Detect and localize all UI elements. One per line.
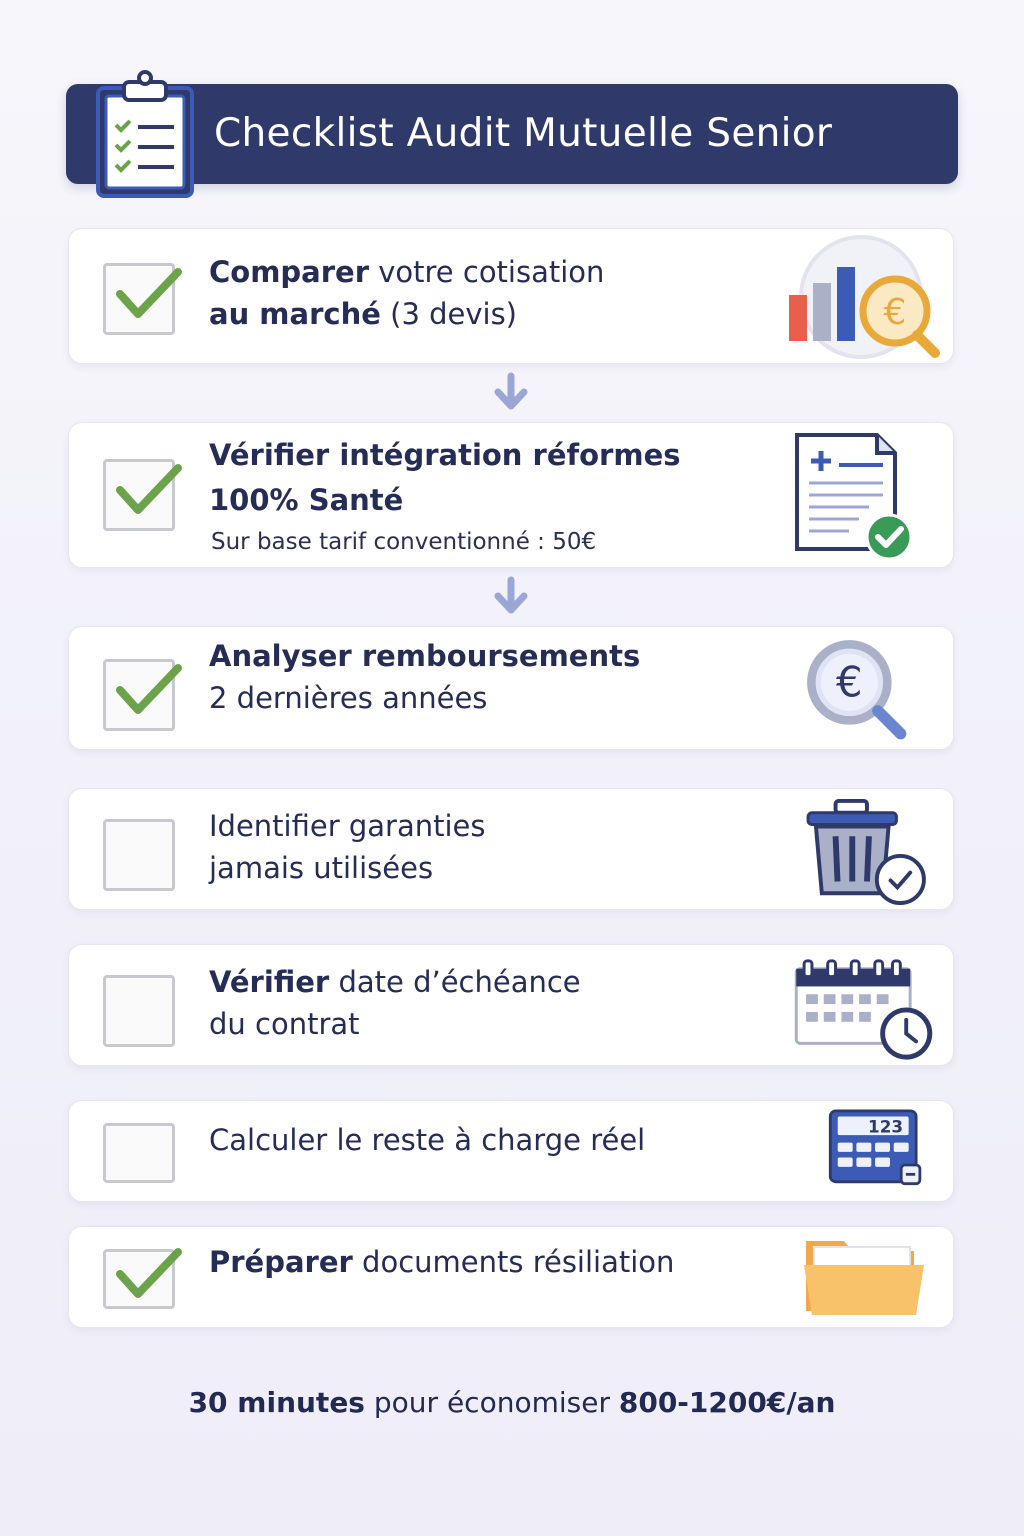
calendar-clock-icon <box>789 955 939 1063</box>
checkmark-icon <box>112 1244 192 1314</box>
bar-chart-euro-magnifier-icon <box>765 229 955 365</box>
folder-icon <box>799 1231 931 1321</box>
item-label: Comparer votre cotisation au marché (3 devis) <box>209 255 605 331</box>
calculator-display: 123 <box>868 1116 904 1137</box>
checkbox-checked[interactable] <box>103 459 175 531</box>
page-title: Checklist Audit Mutuelle Senior <box>214 111 833 156</box>
item-label: Identifier garanties jamais utilisées <box>209 809 486 885</box>
item-sublabel: Sur base tarif conventionné : 50€ <box>211 529 597 555</box>
arrow-down-icon <box>490 372 532 414</box>
checklist-item-reformes[interactable] <box>68 422 954 568</box>
clipboard-checklist-icon <box>92 70 198 202</box>
item-label: Vérifier intégration réformes 100% Santé <box>209 438 681 517</box>
checkbox-unchecked[interactable] <box>103 975 175 1047</box>
checkmark-icon <box>112 660 192 730</box>
checklist-item-echeance[interactable] <box>68 944 954 1066</box>
euro-magnifier-icon <box>791 633 921 747</box>
arrow-down-icon <box>490 576 532 618</box>
checklist-item-resiliation[interactable] <box>68 1226 954 1328</box>
trash-check-icon <box>799 799 933 907</box>
item-label: Calculer le reste à charge réel <box>209 1123 646 1157</box>
svg-text:€: € <box>836 657 863 707</box>
checklist-item-garanties[interactable] <box>68 788 954 910</box>
document-check-icon <box>789 431 919 561</box>
checkbox-unchecked[interactable] <box>103 819 175 891</box>
svg-text:€: € <box>883 292 907 333</box>
checklist-item-compare[interactable] <box>68 228 954 364</box>
checkbox-unchecked[interactable] <box>103 1123 175 1183</box>
checkmark-icon <box>112 460 192 530</box>
checkbox-checked[interactable] <box>103 263 175 335</box>
item-label: Préparer documents résiliation <box>209 1245 675 1279</box>
calculator-icon <box>821 1109 931 1193</box>
checkbox-checked[interactable] <box>103 1249 175 1309</box>
footer-summary: 30 minutes pour économiser 800-1200€/an <box>188 1386 836 1419</box>
item-label: Vérifier date d’échéance du contrat <box>209 965 581 1041</box>
checklist-item-reste-a-charge[interactable] <box>68 1100 954 1202</box>
checkmark-icon <box>112 264 192 334</box>
checklist-item-remboursements[interactable] <box>68 626 954 750</box>
item-label: Analyser remboursements 2 dernières années <box>209 639 641 715</box>
checkbox-checked[interactable] <box>103 659 175 731</box>
